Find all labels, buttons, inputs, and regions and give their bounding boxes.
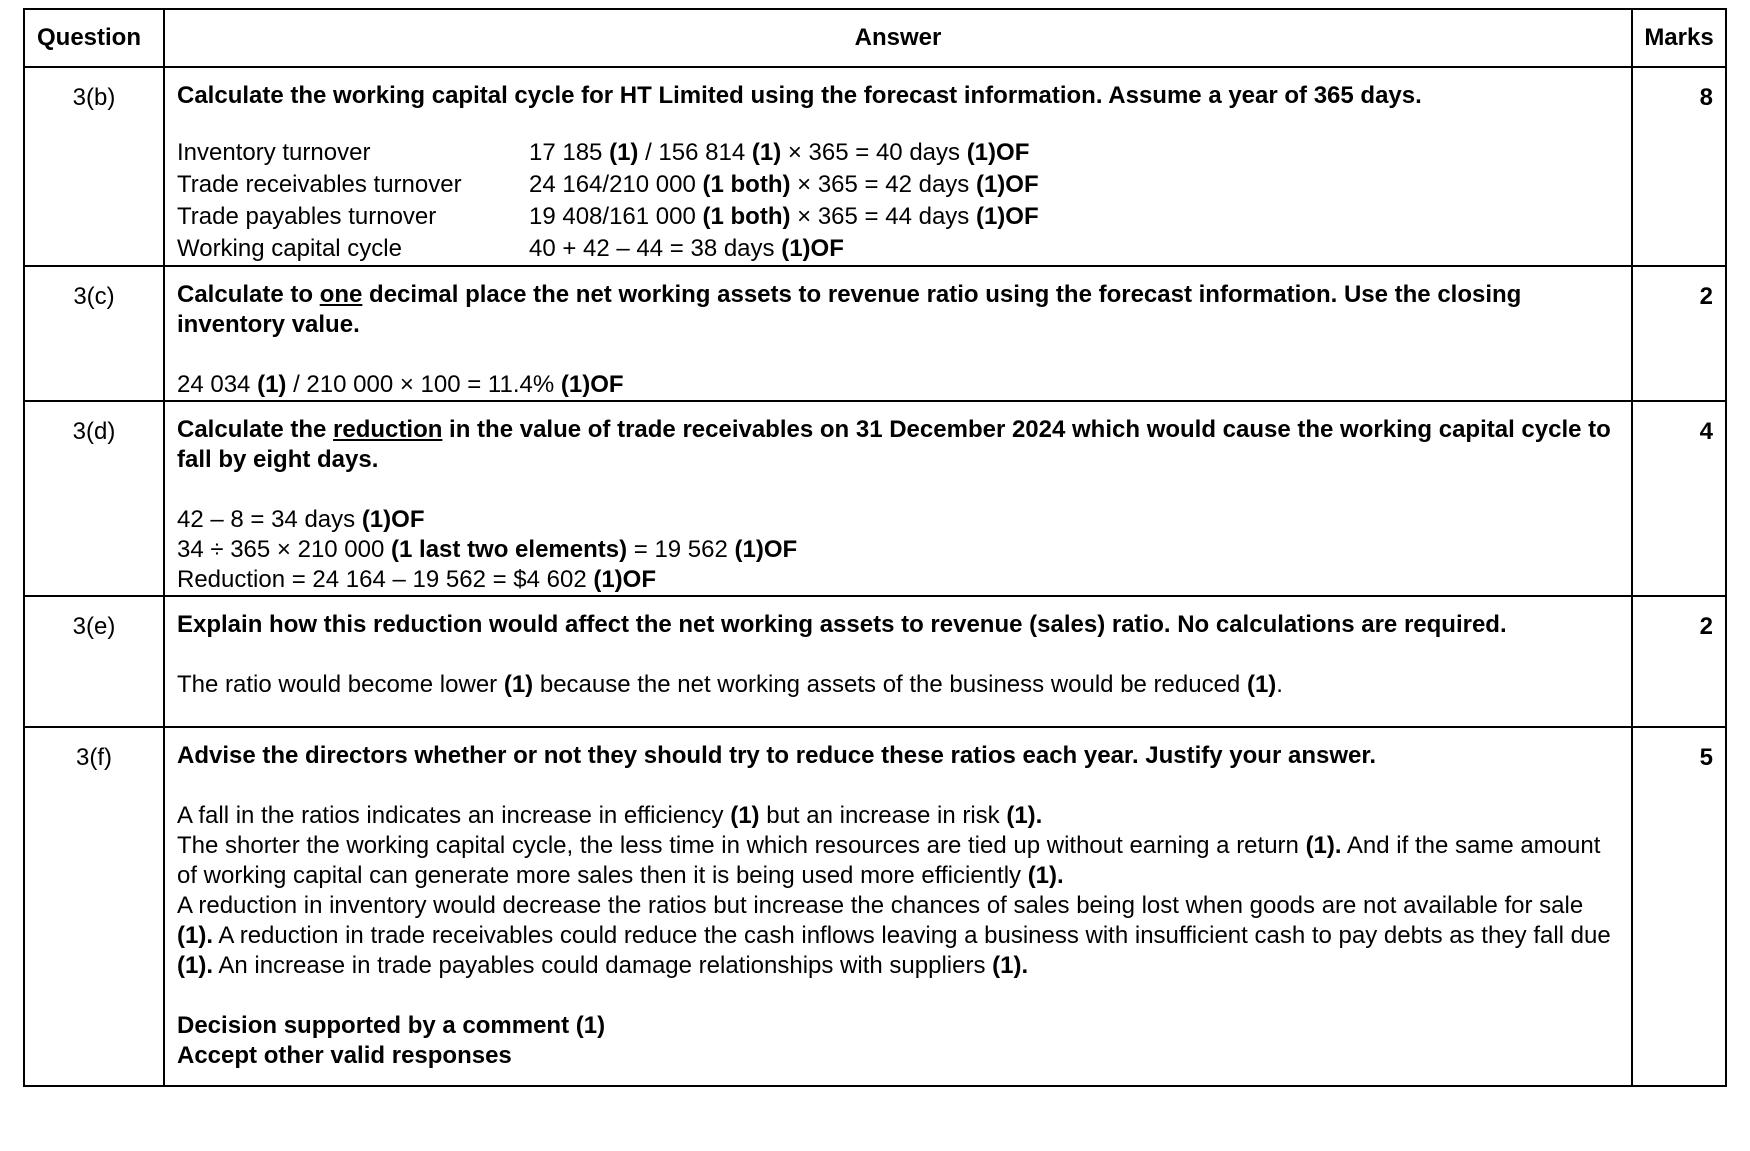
calculation-grid: [177, 137, 1619, 265]
question-number: 3(d): [24, 401, 164, 596]
row-3b: [24, 67, 1726, 266]
answer-header: Answer: [164, 9, 1632, 67]
question-text: Advise the directors whether or not they should try to reduce these ratios each year. Justify your answer.: [177, 742, 1377, 769]
calc-label: Trade payables turnover: [177, 203, 437, 230]
marks-value: 5: [1632, 727, 1726, 1086]
answer-line: Reduction = 24 164 – 19 562 = $4 602 (1)OF: [177, 566, 657, 593]
question-text: Calculate the working capital cycle for HT Limited using the forecast information. Assume a year of 365 days.: [177, 82, 1422, 109]
calc-label: Inventory turnover: [177, 139, 371, 166]
mark-scheme-table: [23, 8, 1727, 1087]
calc-value: 24 164/210 000 (1 both) × 365 = 42 days (1)OF: [529, 171, 1039, 198]
calc-label: Trade receivables turnover: [177, 171, 462, 198]
answer-cell: [164, 401, 1632, 596]
answer-line: 34 ÷ 365 × 210 000 (1 last two elements) = 19 562 (1)OF: [177, 536, 798, 563]
header-row: [24, 9, 1726, 67]
answer-paragraph: A fall in the ratios indicates an increase in efficiency (1) but an increase in risk (1).: [177, 802, 1043, 829]
row-3c: [24, 266, 1726, 401]
question-text: Calculate to one decimal place the net working assets to revenue ratio using the forecast information. Use the closing inventory value.: [177, 281, 1522, 338]
answer-cell: [164, 266, 1632, 401]
answer-text: 24 034 (1) / 210 000 × 100 = 11.4% (1)OF: [177, 371, 624, 398]
calc-value: 17 185 (1) / 156 814 (1) × 365 = 40 days (1)OF: [529, 139, 1030, 166]
marks-value: 2: [1632, 596, 1726, 727]
answer-paragraph: A reduction in inventory would decrease the ratios but increase the chances of sales being lost when goods are not available for sale (1). A reduction in trade receivables could reduce the cash inflows leaving a business with insufficient cash to pay debts as they fall due (1). An increase in trade payables could damage relationships with suppliers (1).: [177, 892, 1611, 979]
calc-value: 40 + 42 – 44 = 38 days (1)OF: [529, 235, 844, 262]
answer-line: 42 – 8 = 34 days (1)OF: [177, 506, 425, 533]
row-3d: [24, 401, 1726, 596]
marks-value: 8: [1632, 67, 1726, 266]
answer-cell: [164, 67, 1632, 266]
question-header: Question: [24, 9, 164, 67]
row-3e: [24, 596, 1726, 727]
question-number: 3(e): [24, 596, 164, 727]
accept-note: Accept other valid responses: [177, 1042, 512, 1069]
question-text: Explain how this reduction would affect the net working assets to revenue (sales) ratio. No calculations are required.: [177, 611, 1507, 638]
decision-note: Decision supported by a comment (1): [177, 1012, 606, 1039]
answer-text: The ratio would become lower (1) because the net working assets of the business would be reduced (1).: [177, 671, 1283, 698]
answer-paragraph: The shorter the working capital cycle, the less time in which resources are tied up without earning a return (1). And if the same amount of working capital can generate more sales then it is being used more efficiently (1).: [177, 832, 1601, 889]
question-number: 3(c): [24, 266, 164, 401]
question-text: Calculate the reduction in the value of trade receivables on 31 December 2024 which would cause the working capital cycle to fall by eight days.: [177, 416, 1611, 473]
marks-header: Marks: [1632, 9, 1726, 67]
answer-cell: [164, 727, 1632, 1086]
calc-value: 19 408/161 000 (1 both) × 365 = 44 days (1)OF: [529, 203, 1039, 230]
question-number: 3(f): [24, 727, 164, 1086]
question-number: 3(b): [24, 67, 164, 266]
marks-value: 2: [1632, 266, 1726, 401]
calc-label: Working capital cycle: [177, 235, 402, 262]
row-3f: [24, 727, 1726, 1086]
answer-cell: [164, 596, 1632, 727]
marks-value: 4: [1632, 401, 1726, 596]
